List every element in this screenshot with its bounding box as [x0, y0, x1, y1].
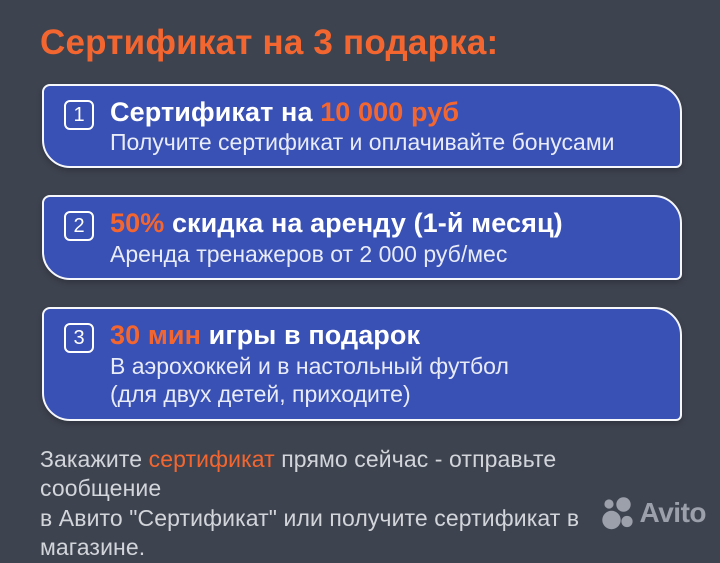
- number-badge-2: [64, 211, 94, 241]
- offer-card-2-text: [110, 208, 563, 267]
- offer-title-text: Сертификат на: [110, 96, 321, 127]
- offer-title: [110, 97, 614, 127]
- number-badge-1: [64, 100, 94, 130]
- page-title: Сертификат на 3 подарка:: [40, 23, 499, 62]
- offer-subtitle-line2: (для двух детей, приходите): [110, 381, 411, 408]
- avito-circles-icon: [602, 495, 636, 531]
- note-text: Закажите: [40, 445, 149, 472]
- offer-title-accent: 50%: [110, 208, 165, 239]
- offer-title-accent: 30 мин: [110, 320, 202, 351]
- offer-subtitle: Получите сертификат и оплачивайте бонусами: [110, 128, 615, 155]
- note-text-post: прямо сейчас - отправьте сообщение: [40, 445, 557, 502]
- note-accent: сертификат: [148, 445, 275, 472]
- note-line2: в Авито "Сертификат" или получите сертификат в магазине.: [40, 504, 580, 561]
- offer-title-text-post: игры в подарок: [201, 320, 421, 351]
- avito-logo-label: Avito: [639, 497, 706, 528]
- badge-number-label: 1: [73, 103, 85, 126]
- offer-subtitle: В аэрохоккей и в настольный футбол: [110, 352, 509, 379]
- offer-title-text-post: скидка на аренду (1-й месяц): [164, 208, 563, 239]
- footer-note: [40, 445, 682, 563]
- number-badge-3: [64, 323, 94, 353]
- badge-number-label: 3: [73, 327, 85, 350]
- avito-logo: [602, 495, 706, 531]
- badge-number-label: 2: [73, 215, 85, 238]
- offer-card-1: [42, 84, 682, 169]
- offer-card-3: [42, 307, 682, 421]
- offer-card-2: [42, 195, 682, 280]
- offer-card-1-text: [110, 97, 614, 156]
- offer-card-3-text: [110, 320, 509, 408]
- offer-title: [110, 208, 563, 238]
- offer-title: [110, 320, 509, 350]
- offer-subtitle: Аренда тренажеров от 2 000 руб/мес: [110, 240, 508, 267]
- offer-title-accent: 10 000 руб: [320, 96, 460, 127]
